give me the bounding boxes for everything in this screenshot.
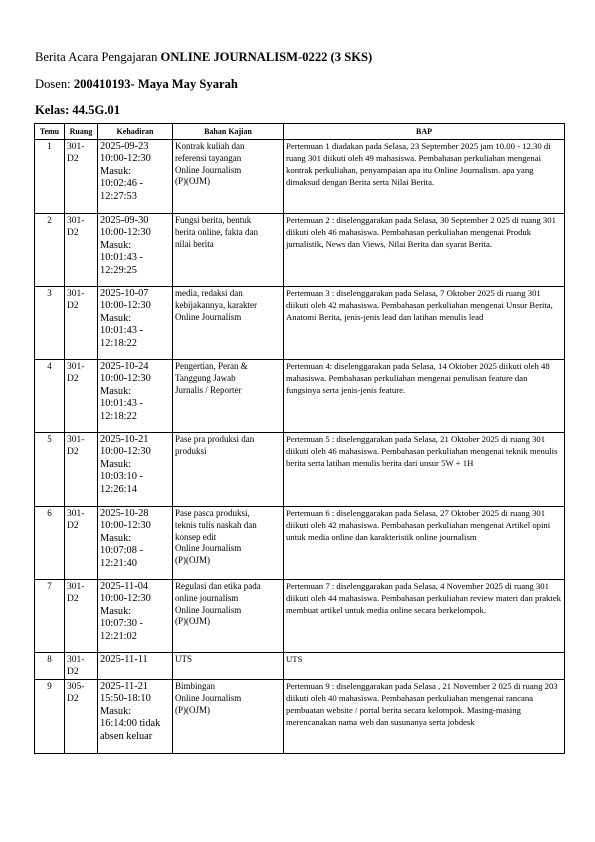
cell-topic: Pase pasca produksi, teknis tulis naskah dan konsep edit Online Journalism (P)(OJM): [173, 507, 284, 580]
cell-no: 2: [35, 214, 65, 287]
cell-bap: Pertemuan 9 : diselenggarakan pada Selasa , 21 November 2 025 di ruang 203 diikuti oleh 40 mahasiswa. Pembahasan perkuliahan mengenai rancana pembuatan website / portal berita secara kelompok. Masing-masing merencanakan nama web dan susunanya serta jobdesk: [284, 680, 565, 754]
cell-room: 301- D2: [65, 433, 98, 507]
course-title: [35, 50, 372, 65]
cell-room: 301- D2: [65, 140, 98, 214]
table-row: [35, 360, 565, 433]
table-row: [35, 507, 565, 580]
cell-attendance: 2025-11-04 10:00-12:30 Masuk: 10:07:30 - 12:21:02: [98, 580, 173, 653]
table-row: [35, 680, 565, 754]
cell-topic: UTS: [173, 653, 284, 680]
table-header-row: [35, 124, 565, 140]
cell-attendance: 2025-10-28 10:00-12:30 Masuk: 10:07:08 - 12:21:40: [98, 507, 173, 580]
cell-bap: Pertemuan 3 : diselenggarakan pada Selasa, 7 Oktober 2025 di ruang 301 diikuti oleh 42 mahasiswa. Pembahasan perkuliahan mengenai Unsur Berita, Anatomi Berita, jenis-jenis lead dan latihan menulis lead: [284, 287, 565, 360]
cell-bap: Pertemuan 1 diadakan pada Selasa, 23 September 2025 jam 10.00 - 12.30 di ruang 301 diikuti oleh 49 mahasiswa. Pembahasan perkuliahan mengenai kontrak perkuliahan, penyampaian apa itu Online Journalism. apa yang dimaksud dengan Berita serta Nilai Berita.: [284, 140, 565, 214]
cell-bap: Pertemuan 6 : diselenggarakan pada Selasa, 27 Oktober 2025 di ruang 301 diikuti oleh 42 mahasiswa. Pembahasan perkuliahan mengenai Artikel opini untuk media online dan karakteristik online journalism: [284, 507, 565, 580]
table-row: [35, 653, 565, 680]
cell-topic: Kontrak kuliah dan referensi tayangan Online Journalism (P)(OJM): [173, 140, 284, 214]
table-row: [35, 214, 565, 287]
cell-topic: Pengertian, Peran & Tanggung Jawab Jurnalis / Reporter: [173, 360, 284, 433]
cell-attendance: 2025-10-07 10:00-12:30 Masuk: 10:01:43 - 12:18:22: [98, 287, 173, 360]
col-header-bahan-kajian: Bahan Kajian: [173, 124, 284, 140]
cell-room: 301- D2: [65, 214, 98, 287]
col-header-ruang: Ruang: [65, 124, 98, 140]
lecturer-prefix: Dosen:: [35, 77, 74, 91]
table-row: [35, 580, 565, 653]
course-title-prefix: Berita Acara Pengajaran: [35, 50, 161, 64]
cell-room: 301- D2: [65, 507, 98, 580]
cell-no: 1: [35, 140, 65, 214]
cell-topic: Regulasi dan etika pada online journalism Online Journalism (P)(OJM): [173, 580, 284, 653]
cell-room: 301- D2: [65, 653, 98, 680]
cell-bap: Pertemuan 2 : diselenggarakan pada Selasa, 30 September 2 025 di ruang 301 diikuti oleh 46 mahasiswa. Pembahasan perkuliahan mengenai Produk jurnalistik, News dan Views, Nilai Berita dan syarat Berita.: [284, 214, 565, 287]
lecturer-name: 200410193- Maya May Syarah: [73, 77, 238, 91]
cell-no: 5: [35, 433, 65, 507]
cell-no: 6: [35, 507, 65, 580]
cell-no: 7: [35, 580, 65, 653]
table-row: [35, 140, 565, 214]
cell-room: 305- D2: [65, 680, 98, 754]
cell-no: 8: [35, 653, 65, 680]
cell-topic: media, redaksi dan kebijakannya, karakter Online Journalism: [173, 287, 284, 360]
cell-no: 9: [35, 680, 65, 754]
cell-attendance: 2025-10-21 10:00-12:30 Masuk: 10:03:10 - 12:26:14: [98, 433, 173, 507]
cell-topic: Fungsi berita, bentuk berita online, fakta dan nilai berita: [173, 214, 284, 287]
cell-bap: Pertemuan 4: diselenggarakan pada Selasa, 14 Oktober 2025 diikuti oleh 48 mahasiswa. Pembahasan perkuliahan mengenai penulisan feature dan fungsinya serta jenis-jenis feature.: [284, 360, 565, 433]
cell-attendance: 2025-09-30 10:00-12:30 Masuk: 10:01:43 - 12:29:25: [98, 214, 173, 287]
col-header-bap: BAP: [284, 124, 565, 140]
cell-attendance: 2025-09-23 10:00-12:30 Masuk: 10:02:46 - 12:27:53: [98, 140, 173, 214]
bap-table: [34, 123, 565, 754]
cell-bap: Pertemuan 5 : diselenggarakan pada Selasa, 21 Oktober 2025 di ruang 301 diikuti oleh 46 mahasiswa. Pembahasan perkuliahan mengenai teknik menulis berita serta latihan menulis berita dari unsur 5W + 1H: [284, 433, 565, 507]
class-name: Kelas: 44.5G.01: [35, 103, 121, 117]
table-row: [35, 287, 565, 360]
cell-room: 301- D2: [65, 287, 98, 360]
table-row: [35, 433, 565, 507]
lecturer-line: [35, 77, 238, 92]
cell-bap: UTS: [284, 653, 565, 680]
cell-room: 301- D2: [65, 580, 98, 653]
cell-attendance: 2025-10-24 10:00-12:30 Masuk: 10:01:43 - 12:18:22: [98, 360, 173, 433]
cell-attendance: 2025-11-21 15:50-18:10 Masuk: 16:14:00 tidak absen keluar: [98, 680, 173, 754]
cell-no: 3: [35, 287, 65, 360]
cell-bap: Pertemuan 7 : diselenggarakan pada Selasa, 4 November 2025 di ruang 301 diikuti oleh 44 mahasiswa. Pembahasan perkuliahan review materi dan praktek membuat artikel untuk media online secara berkelompok.: [284, 580, 565, 653]
cell-attendance: 2025-11-11: [98, 653, 173, 680]
course-title-name: ONLINE JOURNALISM-0222 (3 SKS): [160, 50, 373, 64]
cell-topic: Bimbingan Online Journalism (P)(OJM): [173, 680, 284, 754]
cell-room: 301- D2: [65, 360, 98, 433]
col-header-kehadiran: Kehadiran: [98, 124, 173, 140]
col-header-temu: Temu: [35, 124, 65, 140]
cell-no: 4: [35, 360, 65, 433]
class-line: [35, 103, 120, 118]
cell-topic: Pase pra produksi dan produksi: [173, 433, 284, 507]
